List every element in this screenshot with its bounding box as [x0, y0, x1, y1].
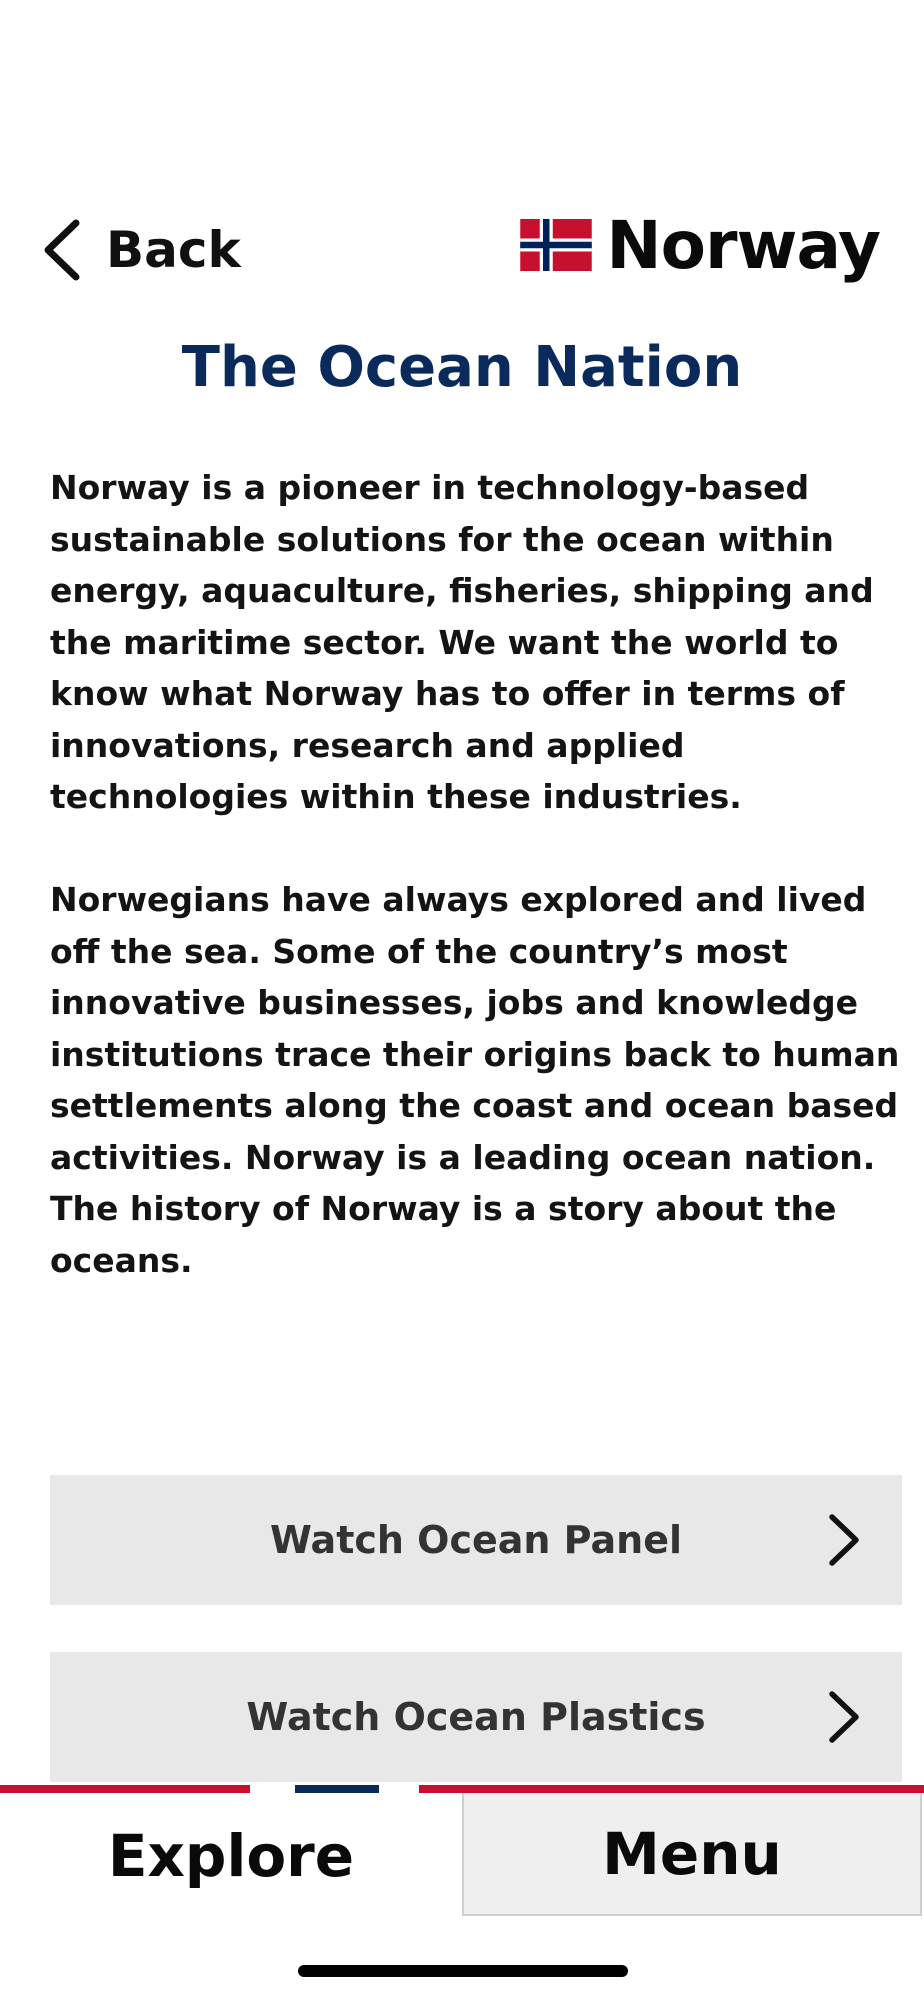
- intro-paragraph: Norway is a pioneer in technology-based sustainable solutions for the ocean within energy, aquaculture, fisheries, shipping and the maritime sector. We want the world to know what Norway has to offer in terms of innovations, research and applied technologies within these industries.: [50, 468, 874, 816]
- history-paragraph: Norwegians have always explored and lived off the sea. Some of the country’s most innovative businesses, jobs and knowledge institutions trace their origins back to human settlements along the coast and ocean based activities. Norway is a leading ocean nation. The history of Norway is a story about the oceans.: [50, 880, 900, 1280]
- home-indicator[interactable]: [298, 1965, 628, 1977]
- back-label: Back: [106, 221, 241, 279]
- menu-tab[interactable]: [462, 1793, 922, 1916]
- page-title: The Ocean Nation: [181, 335, 743, 400]
- chevron-right-icon: [824, 1511, 864, 1569]
- watch-ocean-panel-label: Watch Ocean Panel: [269, 1518, 683, 1562]
- brand-name: Norway: [606, 206, 880, 284]
- watch-ocean-plastics-label: Watch Ocean Plastics: [246, 1695, 706, 1739]
- menu-tab-label: Menu: [602, 1819, 782, 1888]
- watch-ocean-plastics-button[interactable]: [50, 1652, 902, 1782]
- chevron-right-icon: [824, 1688, 864, 1746]
- header: [0, 200, 924, 300]
- accent-bar-red-right: [419, 1785, 924, 1793]
- back-button[interactable]: [40, 210, 241, 290]
- brand-logo: [520, 200, 880, 290]
- explore-tab-label: Explore: [107, 1821, 355, 1890]
- accent-bar-blue: [295, 1785, 379, 1793]
- bottom-nav: [0, 1793, 924, 1918]
- chevron-left-icon: [40, 217, 84, 283]
- explore-tab[interactable]: [0, 1793, 462, 1918]
- accent-bar-red-left: [0, 1785, 250, 1793]
- norway-flag-icon: [520, 219, 592, 271]
- watch-ocean-panel-button[interactable]: [50, 1475, 902, 1605]
